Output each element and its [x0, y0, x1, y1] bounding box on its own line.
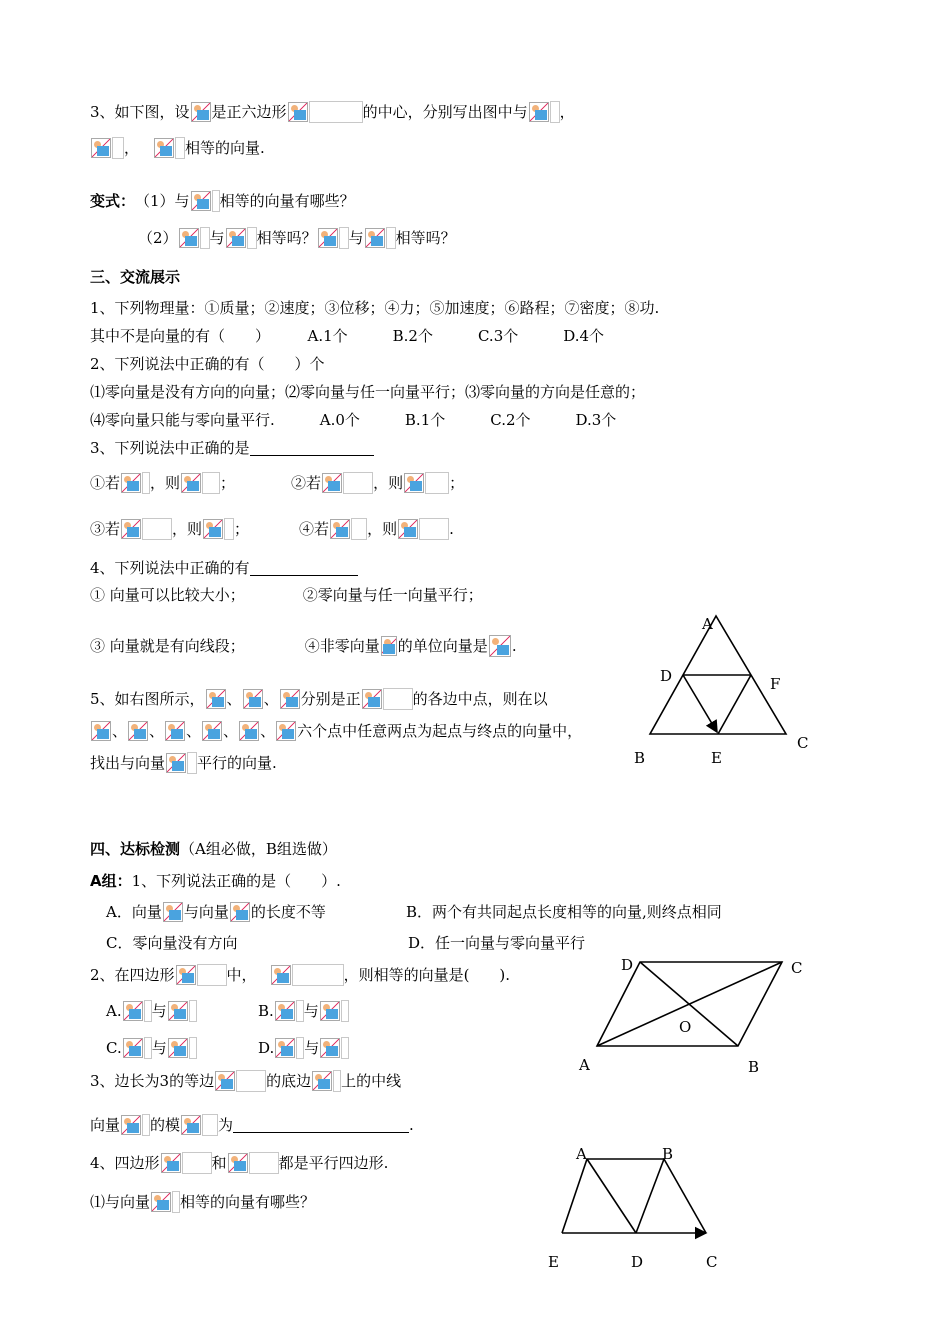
- formula-frame: [550, 101, 560, 123]
- formula-frame: [200, 227, 210, 249]
- text: B.: [258, 1002, 274, 1020]
- text: .: [449, 520, 454, 538]
- formula-frame: [142, 518, 172, 540]
- formula-image: [91, 721, 111, 741]
- text: 、: [263, 690, 279, 708]
- formula-frame: [425, 472, 449, 494]
- label-e: E: [711, 749, 722, 767]
- formula-image: [404, 473, 424, 493]
- s4-q2-option-b: [258, 999, 349, 1023]
- formula-frame: [144, 1000, 152, 1022]
- formula-frame: [212, 190, 220, 212]
- text: ⑴与向量: [90, 1193, 151, 1211]
- s3-q3-line1: [90, 436, 374, 460]
- formula-image: [381, 636, 397, 656]
- formula-frame: [224, 518, 234, 540]
- segment-bd: [636, 1159, 664, 1233]
- formula-image: [320, 1001, 340, 1021]
- section-heading: 三、交流展示: [90, 268, 181, 286]
- formula-image: [243, 689, 263, 709]
- text: ；: [449, 474, 465, 492]
- s3-q4-row1: [90, 583, 483, 607]
- formula-image: [121, 473, 141, 493]
- label-c: C: [791, 959, 803, 977]
- hexagon-question-line2: [90, 136, 265, 160]
- formula-image: [165, 721, 185, 741]
- text: 与向量: [183, 903, 229, 921]
- s3-q3-row1: [90, 471, 464, 495]
- text: 4、下列说法中正确的有: [90, 559, 250, 577]
- s3-q2-line1: 2、下列说法中正确的有（ ）个: [90, 355, 325, 373]
- label-o: O: [679, 1018, 692, 1036]
- text: ，: [124, 139, 140, 157]
- text: 3、下列说法中正确的是: [90, 439, 250, 457]
- segment-ad: [587, 1159, 636, 1233]
- text: ，: [559, 103, 575, 121]
- label-b: B: [662, 1145, 674, 1163]
- s4-q2-option-a: [106, 999, 197, 1023]
- s3-q4-line1: [90, 556, 358, 580]
- parallelogram-svg: [570, 950, 820, 1080]
- formula-frame: [341, 1037, 349, 1059]
- formula-frame: [296, 1000, 304, 1022]
- formula-image: [176, 965, 196, 985]
- formula-image: [181, 1115, 201, 1135]
- text: .: [409, 1116, 414, 1134]
- formula-frame: [187, 752, 197, 774]
- text: 、: [260, 722, 276, 740]
- text: 与: [304, 1039, 320, 1057]
- text: 六个点中任意两点为起点与终点的向量中，: [297, 722, 583, 740]
- text: 与: [348, 229, 364, 247]
- formula-image: [226, 228, 246, 248]
- s3-q5-line1: [90, 687, 548, 711]
- text: 找出与向量: [90, 754, 166, 772]
- formula-frame: [249, 1152, 279, 1174]
- text: 是正六边形: [211, 103, 287, 121]
- segment-bc: [664, 1159, 706, 1233]
- text: ① 向量可以比较大小；: [90, 586, 245, 604]
- s4-q2-option-d: [258, 1036, 349, 1060]
- formula-frame: [202, 472, 220, 494]
- text: ，则: [172, 520, 203, 538]
- s4-q3-line2: [90, 1113, 414, 1137]
- formula-image: [271, 965, 291, 985]
- formula-frame: [175, 137, 185, 159]
- formula-image: [275, 1038, 295, 1058]
- text: 、: [226, 690, 242, 708]
- formula-image: [163, 902, 183, 922]
- text: 与: [151, 1002, 167, 1020]
- text: 和: [211, 1154, 227, 1172]
- text: 、: [223, 722, 239, 740]
- text: 相等的向量.: [185, 139, 265, 157]
- text: 、: [186, 722, 202, 740]
- formula-image: [161, 1153, 181, 1173]
- formula-frame: [419, 518, 449, 540]
- text: 的各边中点，则在以: [412, 690, 548, 708]
- text: 与: [303, 1002, 319, 1020]
- formula-frame: [333, 1070, 341, 1092]
- formula-image: [288, 102, 308, 122]
- formula-image: [398, 519, 418, 539]
- label-e: E: [548, 1253, 559, 1271]
- s4-q4-line2: [90, 1190, 315, 1214]
- label-b: B: [634, 749, 646, 767]
- formula-image: [276, 721, 296, 741]
- formula-image: [123, 1001, 143, 1021]
- label-a: A: [576, 1145, 587, 1163]
- segment-ae: [562, 1159, 587, 1233]
- s3-q4-row2: [90, 634, 517, 658]
- formula-image: [275, 1001, 295, 1021]
- s3-q5-line3: [90, 751, 277, 775]
- formula-image: [320, 1038, 340, 1058]
- text: 4、四边形: [90, 1154, 160, 1172]
- text: 平行的向量.: [197, 754, 277, 772]
- text: （2）: [138, 229, 178, 247]
- formula-image: [489, 635, 511, 657]
- text: 与: [151, 1039, 167, 1057]
- s3-q2-line2: ⑴零向量是没有方向的向量；⑵零向量与任一向量平行；⑶零向量的方向是任意的；: [90, 383, 646, 401]
- s4-q2-option-c: [106, 1036, 197, 1060]
- text: ②若: [291, 474, 322, 492]
- text: 上的中线: [341, 1072, 402, 1090]
- text: ③若: [90, 520, 121, 538]
- text: A．向量: [106, 903, 162, 921]
- formula-image: [121, 519, 141, 539]
- formula-image: [91, 138, 111, 158]
- text: 相等的向量有哪些？: [219, 192, 355, 210]
- text: 1、下列说法正确的是（ ）.: [131, 872, 341, 890]
- formula-frame: [292, 964, 344, 986]
- formula-image: [203, 519, 223, 539]
- label-d: D: [631, 1253, 644, 1271]
- text: 的单位向量是: [397, 637, 488, 655]
- formula-frame: [296, 1037, 304, 1059]
- label-c: C: [797, 734, 809, 752]
- label-a: A: [579, 1056, 590, 1074]
- formula-image: [202, 721, 222, 741]
- text: A.: [106, 1002, 122, 1020]
- formula-image: [529, 102, 549, 122]
- text: 2、在四边形: [90, 966, 175, 984]
- triangle-svg: [620, 600, 820, 775]
- text: 向量: [90, 1116, 121, 1134]
- formula-frame: [309, 101, 363, 123]
- formula-image: [280, 689, 300, 709]
- formula-frame: [197, 964, 227, 986]
- text: 的底边: [266, 1072, 312, 1090]
- text: 的中心，分别写出图中与: [362, 103, 528, 121]
- formula-image: [168, 1001, 188, 1021]
- s4-heading-line: [90, 837, 337, 861]
- formula-frame: [189, 1037, 197, 1059]
- formula-frame: [383, 688, 413, 710]
- text: 相等吗？: [256, 229, 317, 247]
- text: ②零向量与任一向量平行；: [302, 586, 483, 604]
- section-heading: 四、达标检测: [90, 840, 181, 858]
- formula-image: [166, 753, 186, 773]
- formula-image: [191, 102, 211, 122]
- formula-image: [365, 228, 385, 248]
- formula-image: [215, 1071, 235, 1091]
- answer-blank[interactable]: [250, 561, 358, 576]
- text: .: [511, 637, 517, 655]
- formula-image: [151, 1192, 171, 1212]
- formula-image: [322, 473, 342, 493]
- midline-fe: [718, 675, 751, 734]
- text: C.: [106, 1039, 122, 1057]
- s4-q1-option-b: B．两个有共同起点长度相等的向量,则终点相同: [406, 903, 722, 921]
- parallelogram-figure: [570, 950, 820, 1084]
- text: ，则: [150, 474, 181, 492]
- quad-svg: [540, 1140, 740, 1280]
- variant-label: 变式：: [90, 192, 136, 210]
- s4-q1-option-a: [106, 900, 326, 924]
- formula-frame: [247, 227, 257, 249]
- text: 相等吗？: [395, 229, 456, 247]
- formula-image: [123, 1038, 143, 1058]
- label-d: D: [621, 956, 634, 974]
- variant-line1: [90, 189, 355, 213]
- formula-image: [330, 519, 350, 539]
- s3-q2-line3: ⑷零向量只能与零向量平行. A.0个 B.1个 C.2个 D.3个: [90, 411, 617, 429]
- formula-image: [318, 228, 338, 248]
- formula-frame: [386, 227, 396, 249]
- text: 3、边长为3的等边: [90, 1072, 215, 1090]
- text: ③ 向量就是有向线段；: [90, 637, 245, 655]
- s4-q2: [90, 963, 510, 987]
- formula-image: [154, 138, 174, 158]
- s4-q3-line1: [90, 1069, 401, 1093]
- variant-line2: [138, 226, 456, 250]
- s4-q1-option-c: C．零向量没有方向: [106, 934, 238, 952]
- text: ；: [234, 520, 250, 538]
- text: 与: [209, 229, 225, 247]
- text: 的模: [150, 1116, 181, 1134]
- formula-frame: [343, 472, 373, 494]
- label-f: F: [770, 675, 781, 693]
- s3-q3-row2: [90, 517, 454, 541]
- quad-figure: [540, 1140, 740, 1284]
- text: D.: [258, 1039, 275, 1057]
- text: 都是平行四边形.: [278, 1154, 389, 1172]
- formula-image: [312, 1071, 332, 1091]
- formula-frame: [189, 1000, 197, 1022]
- formula-image: [128, 721, 148, 741]
- formula-frame: [172, 1191, 180, 1213]
- formula-image: [168, 1038, 188, 1058]
- text: ；: [220, 474, 236, 492]
- formula-image: [206, 689, 226, 709]
- formula-image: [230, 902, 250, 922]
- formula-frame: [351, 518, 367, 540]
- label-d: D: [660, 667, 673, 685]
- vector-de: [683, 675, 717, 732]
- text: ，则: [373, 474, 404, 492]
- group-label: A组：: [90, 872, 132, 890]
- formula-frame: [341, 1000, 349, 1022]
- formula-frame: [202, 1114, 218, 1136]
- formula-frame: [236, 1070, 266, 1092]
- label-a: A: [702, 615, 713, 633]
- text: 、: [112, 722, 128, 740]
- text: ，则: [367, 520, 398, 538]
- text: 、: [149, 722, 165, 740]
- s4-q4-line1: [90, 1151, 388, 1175]
- formula-image: [191, 191, 211, 211]
- answer-blank[interactable]: [233, 1118, 409, 1133]
- s4-q1: [90, 869, 341, 893]
- s3-q1-line2: 其中不是向量的有（ ） A.1个 B.2个 C.3个 D.4个: [90, 327, 605, 345]
- formula-image: [121, 1115, 141, 1135]
- answer-blank[interactable]: [250, 441, 374, 456]
- formula-frame: [182, 1152, 212, 1174]
- formula-image: [228, 1153, 248, 1173]
- text: 的长度不等: [250, 903, 326, 921]
- formula-image: [239, 721, 259, 741]
- formula-image: [362, 689, 382, 709]
- s3-q1-line1: 1、下列物理量：①质量；②速度；③位移；④力；⑤加速度；⑥路程；⑦密度；⑧功.: [90, 299, 660, 317]
- formula-frame: [142, 1114, 150, 1136]
- section-note: （A组必做，B组选做）: [180, 840, 337, 858]
- triangle-figure: [620, 600, 820, 779]
- text: 中，: [226, 966, 257, 984]
- text: 3、如下图，设: [90, 103, 190, 121]
- text: ④非零向量: [304, 637, 380, 655]
- formula-frame: [339, 227, 349, 249]
- s4-q1-option-d: D．任一向量与零向量平行: [408, 934, 586, 952]
- formula-frame: [142, 472, 150, 494]
- s3-q5-line2: [90, 719, 582, 743]
- text: 相等的向量有哪些？: [180, 1193, 316, 1211]
- label-b: B: [748, 1058, 760, 1076]
- hexagon-question-line1: [90, 100, 575, 124]
- text: ①若: [90, 474, 121, 492]
- text: 为: [218, 1116, 234, 1134]
- formula-image: [181, 473, 201, 493]
- label-c: C: [706, 1253, 718, 1271]
- text: 5、如右图所示，: [90, 690, 205, 708]
- formula-image: [179, 228, 199, 248]
- text: （1）与: [135, 192, 190, 210]
- formula-frame: [144, 1037, 152, 1059]
- text: ④若: [299, 520, 330, 538]
- text: ，则相等的向量是( ).: [343, 966, 511, 984]
- text: 分别是正: [300, 690, 361, 708]
- formula-frame: [112, 137, 124, 159]
